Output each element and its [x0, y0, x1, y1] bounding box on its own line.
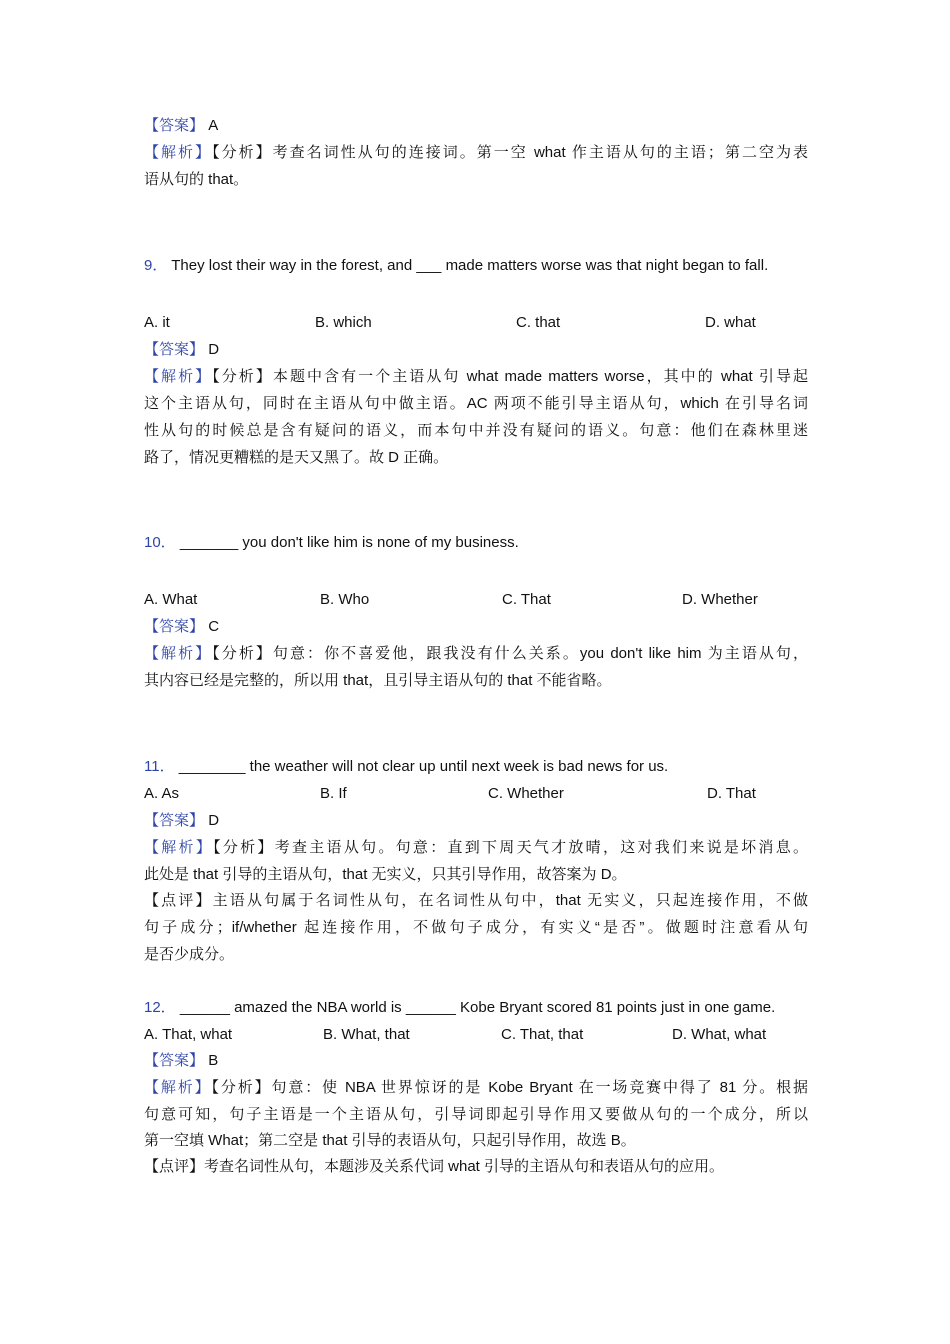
- answer-row: [144, 336, 808, 363]
- answer-value: A: [208, 117, 219, 134]
- answer-row: [144, 112, 808, 139]
- analysis-line: [144, 640, 808, 667]
- comment-line: 【点评】考查名词性从句，本题涉及关系代词 what 引导的主语从句和表语从句的应用。: [144, 1158, 725, 1175]
- option-d: D. Whether: [682, 591, 758, 608]
- option-b: B. Who: [320, 591, 370, 608]
- answer-label: 【答案】: [144, 618, 205, 635]
- analysis-line: 句意可知，句子主语是一个主语从句，引导词即起引导作用又要做从句的一个成分，所以: [144, 1106, 808, 1123]
- option-b: B. What, that: [323, 1026, 410, 1043]
- question-number: 9．: [144, 257, 168, 274]
- analysis-line: [144, 834, 808, 861]
- analysis-line: 性从句的时候总是含有疑问的语义，而本句中并没有疑问的语义。句意：他们在森林里迷: [144, 422, 808, 439]
- analysis-line: [144, 363, 808, 390]
- answer-row: [144, 1047, 808, 1074]
- analysis-text: 【分析】句意：使 NBA 世界惊讶的是 Kobe Bryant 在一场竞赛中得了 81 分。根据: [211, 1079, 808, 1096]
- question-stem: [144, 529, 808, 556]
- question-number: 12．: [144, 999, 176, 1016]
- option-c: C. that: [516, 314, 561, 331]
- question-number: 11．: [144, 758, 175, 775]
- question-text: ________ the weather will not clear up until next week is bad news for us.: [178, 758, 669, 775]
- option-a: A. What: [144, 591, 198, 608]
- analysis-line: 第一空填 What；第二空是 that 引导的表语从句，只起引导作用，故选 B。: [144, 1132, 636, 1149]
- option-a: A. That, what: [144, 1026, 233, 1043]
- answer-value: B: [208, 1052, 219, 1069]
- question-stem: [144, 252, 808, 279]
- analysis-label: 【解析】: [144, 839, 214, 856]
- analysis-label: 【解析】: [144, 368, 213, 385]
- option-c: C. Whether: [488, 785, 564, 802]
- comment-line: 是否少成分。: [144, 946, 235, 963]
- analysis-label: 【解析】: [144, 1079, 212, 1096]
- option-b: B. which: [315, 314, 372, 331]
- question-stem: [144, 753, 808, 780]
- answer-value: D: [208, 341, 220, 358]
- option-d: D. That: [707, 785, 756, 802]
- answer-value: D: [208, 812, 220, 829]
- analysis-label: 【解析】: [144, 144, 213, 161]
- answer-label: 【答案】: [144, 117, 205, 134]
- answer-label: 【答案】: [144, 1052, 205, 1069]
- analysis-line: 路了，情况更糟糕的是天又黑了。故 D 正确。: [144, 449, 449, 466]
- option-d: D. What, what: [672, 1026, 767, 1043]
- analysis-text: 【分析】句意：你不喜爱他，跟我没有什么关系。you don't like him 为主语从句，: [212, 645, 808, 662]
- analysis-line: 此处是 that 引导的主语从句，that 无实义，只其引导作用，故答案为 D。: [144, 866, 627, 883]
- comment-line: 句子成分；if/whether 起连接作用，不做句子成分，有实义“是否”。做题时注意看从句: [144, 919, 808, 936]
- answer-label: 【答案】: [144, 341, 205, 358]
- analysis-line: [144, 139, 808, 166]
- option-d: D. what: [705, 314, 756, 331]
- option-a: A. As: [144, 785, 180, 802]
- analysis-line: 这个主语从句，同时在主语从句中做主语。AC 两项不能引导主语从句，which 在引导名词: [144, 395, 808, 412]
- analysis-text: 【分析】本题中含有一个主语从句 what made matters worse，其中的 what 引导起: [212, 368, 808, 385]
- question-text: ______ amazed the NBA world is ______ Kobe Bryant scored 81 points just in one game.: [179, 999, 776, 1016]
- option-a: A. it: [144, 314, 170, 331]
- analysis-line: 语从句的 that。: [144, 171, 249, 188]
- analysis-text: 【分析】考查名词性从句的连接词。第一空 what 作主语从句的主语；第二空为表: [212, 144, 808, 161]
- question-stem: [144, 994, 808, 1021]
- analysis-line: [144, 1074, 808, 1101]
- analysis-line: 其内容已经是完整的，所以用 that，且引导主语从句的 that 不能省略。: [144, 672, 612, 689]
- question-text: They lost their way in the forest, and ___ made matters worse was that night began to fall.: [171, 257, 769, 274]
- analysis-label: 【解析】: [144, 645, 213, 662]
- question-text: _______ you don't like him is none of my business.: [179, 534, 519, 551]
- answer-row: [144, 807, 808, 834]
- comment-line: 【点评】主语从句属于名词性从句，在名词性从句中，that 无实义，只起连接作用，不做: [144, 892, 808, 909]
- option-c: C. That, that: [501, 1026, 584, 1043]
- analysis-text: 【分析】考查主语从句。句意：直到下周天气才放晴，这对我们来说是坏消息。: [213, 839, 808, 856]
- question-number: 10．: [144, 534, 176, 551]
- answer-row: [144, 613, 808, 640]
- answer-label: 【答案】: [144, 812, 205, 829]
- option-b: B. If: [320, 785, 347, 802]
- answer-value: C: [208, 618, 220, 635]
- option-c: C. That: [502, 591, 551, 608]
